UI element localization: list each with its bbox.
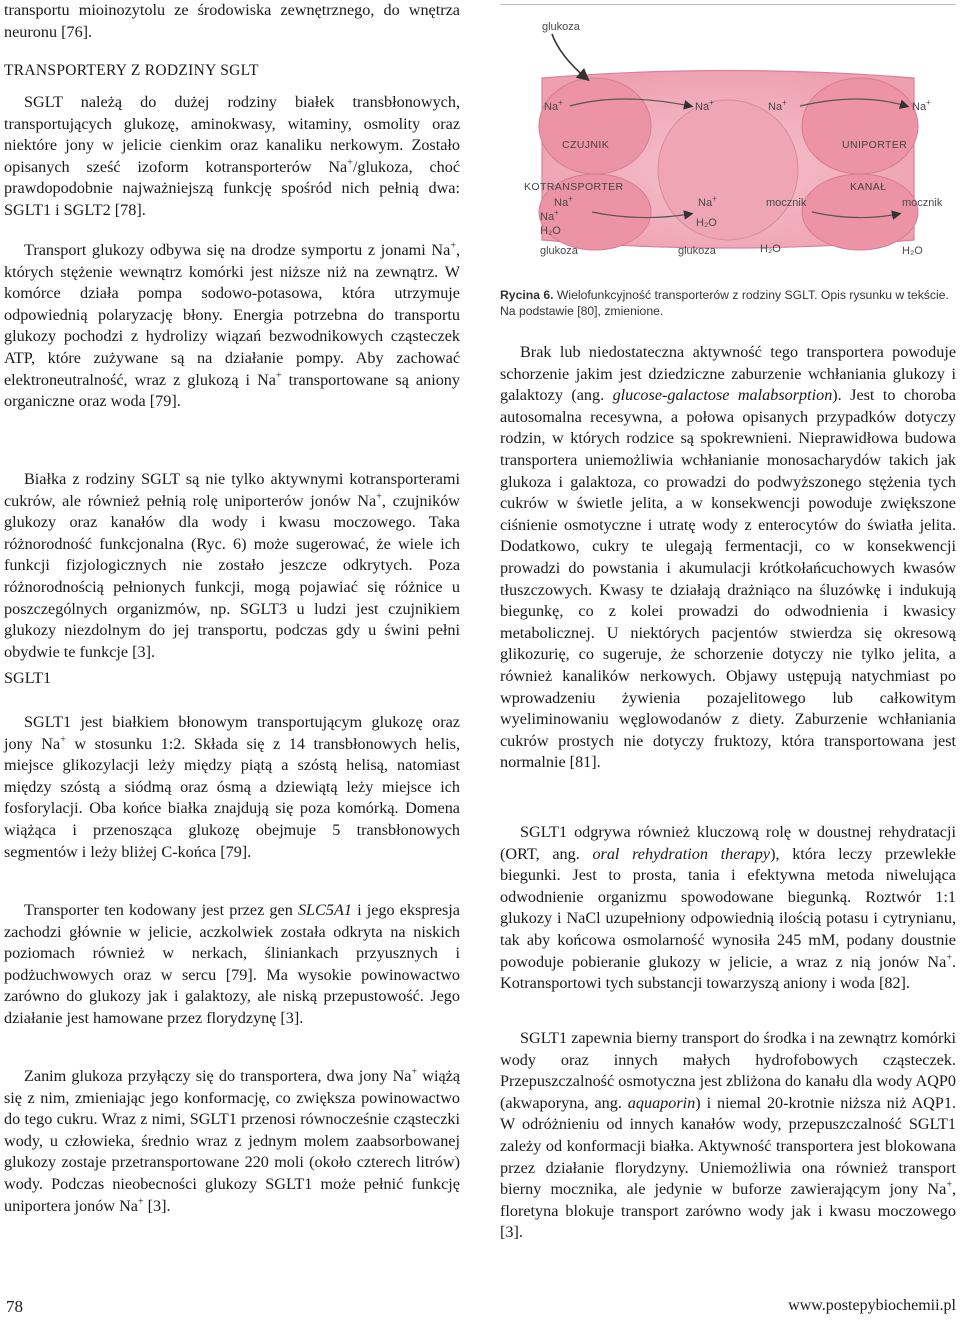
section-heading: TRANSPORTERY Z RODZINY SGLT [4,62,259,79]
site-url: www.postepybiochemii.pl [788,1297,956,1314]
figure-illustration [500,8,956,280]
label-h2o-1: H₂O [540,225,561,237]
label-na-1: Na+ [544,98,563,113]
label-na-5: Na+ [554,194,573,209]
glucose-arrow [552,34,586,78]
label-h2o-3: H₂O [760,243,781,255]
right-paragraph-1: Brak lub niedostateczna aktywność tego transportera powoduje schorzenie jakim jest dziedziczne zaburzenie wchłaniania glukozy i galaktozy (ang. glucose-galactose malabsorption). Jest to choroba autosomalna recesywna, a połowa opisanych przypadków dotyczy rodzin, w których rodzice są spokrewnieni. Nieprawidłowa budowa transportera uniemożliwia wchłanianie monosacharydów takich jak glukoza i galaktoza, co prowadzi do podwyższonego stężenia tych cukrów w świetle jelita, a w konsekwencji powoduje zwiększone ciśnienie osmotyczne i utratę wody z enterocytów do światła jelita. Dodatkowo, cukry te ulegają fermentacji, co w konsekwencji prowadzi do powstania i akumulacji krótkołańcuchowych kwasów tłuszczowych. Kwasy te działają drażniąco na śluzówkę i indukują biegunkę, co z kolei prowadzi do odwodnienia i kwasicy metabolicznej. U niektórych pacjentów stwierdza się okresową glikozurię, co sugeruje, że schorzenie dotyczy nie tylko jelita, a również kanalików nerkowych. Objawy ustępują natychmiast po wprowadzeniu żywienia pozajelitowego lub całkowitym wyeliminowaniu węglowodanów z diety. Zaburzenie wchłaniania cukrów prostych nie dotyczy fruktozy, która transportowana jest normalnie [81]. [500,343,956,772]
intro-paragraph: transportu mioinozytolu ze środowiska zewnętrznego, do wnętrza neuronu [76]. [4,1,460,41]
paragraph-2: Transport glukozy odbywa się na drodze symportu z jonami Na+, których stężenie wewnątrz komórki jest niższe niż na zewnątrz. W komórce działa pompa sodowo-potasowa, która utrzymuje odpowiednią polaryzację błony. Energia potrzebna do transportu glukozy pochodzi z hydrolizy wiązań bezwodnikowych cząsteczek ATP, które zużywane są na działanie pompy. Aby zachować elektroneutralność, wraz z glukozą i Na+ transportowane są aniony organiczne oraz woda [79]. [4,240,460,411]
label-mocznik-1: mocznik [766,197,807,209]
paragraph-6: Zanim glukoza przyłączy się do transportera, dwa jony Na+ wiążą się z nim, zmieniając jego konformację, co zwiększa powinowactwo do tego cukru. Wraz z nimi, SGLT1 przenosi równocześnie cząsteczki wody, u człowieka, średnio wraz z jednym molem zaabsorbowanej glukozy zostaje przetransportowane 220 moli (około czterech litrów) wody. Podczas nieobecności glukozy SGLT1 może pełnić funkcję uniportera jonów Na+ [3]. [4,1066,461,1215]
label-kotransporter: KOTRANSPORTER [524,181,624,193]
label-uniporter: UNIPORTER [842,139,908,151]
label-na-7: Na+ [698,194,717,209]
paragraph-1: SGLT należą do dużej rodziny białek transbłonowych, transportujących glukozę, aminokwasy, witaminy, osmolity oraz niektóre jony w jelicie cienkim oraz kanaliku nerkowym. Zostało opisanych sześć izoform kotransporterów Na+/glukoza, choć prawdopodobnie najważniejszą funkcję spośród nich pełnią dwa: SGLT1 i SGLT2 [78]. [4,93,461,219]
right-paragraph-3: SGLT1 zapewnia bierny transport do środka i na zewnątrz komórki wody oraz innych małych hydrofobowych cząsteczek. Przepuszczalność osmotyczna jest zbliżona do kanału dla wody AQP0 (akwaporyna, ang. aquaporin) i niemal 20-krotnie niższa niż AQP1. W odróżnieniu od innych kanałów wody, przepuszczalność SGLT1 zależy od konformacji białka. Aktywność transportera jest blokowana przez działanie florydzyny. Uniemożliwia ona również transport bierny mocznika, ale jedynie w buforze zawierającym jony Na+, floretyna blokuje transport zarówno wody jak i kwasu moczowego [3]. [500,1029,956,1242]
label-mocznik-2: mocznik [902,197,943,209]
label-glukoza-top: glukoza [542,21,580,33]
label-na-2: Na+ [695,98,714,113]
figure-top-rule [500,4,956,5]
paragraph-3: Białka z rodziny SGLT są nie tylko aktywnymi kotransporterami cukrów, ale również pełnią rolę uniporterów jonów Na+, czujników glukozy oraz kanałów dla wody i kwasu moczowego. Taka różnorodność funkcjonalna (Ryc. 6) może sugerować, że wiele ich funkcji fizjologicznych nie zostało jeszcze odkrytych. Poza różnorodnością pełnionych funkcji, mogą pojawiać się różnice u poszczególnych organizmów, np. SGLT3 u ludzi jest czujnikiem glukozy niezdolnym do jej transportu, podczas gdy u świni pełni obydwie te funkcje [3]. [4,470,460,661]
label-kanal: KANAŁ [850,181,887,193]
subheading-sglt1: SGLT1 [4,669,52,687]
right-paragraph-2: SGLT1 odgrywa również kluczową rolę w doustnej rehydratacji (ORT, ang. oral rehydration therapy), która leczy przewlekłe biegunki. Jest to prosta, tania i efektywna metoda niwelująca odwodnienie organizmu spowodowane biegunką. Roztwór 1:1 glukozy i NaCl uzupełniony odpowiednią ilością potasu i cytrynianu, tak aby końcowa osmolarność wynosiła 245 mM, podany doustnie powoduje pobieranie glukozy w jelicie, a wraz z nią jonów Na+. Kotransportowi tych substancji towarzyszą aniony i woda [82]. [500,823,956,993]
figure-caption: Rycina 6. Wielofunkcyjność transporterów z rodziny SGLT. Opis rysunku w tekście. Na podstawie [80], zmienione. [500,288,949,318]
label-glukoza-2: glukoza [678,245,716,257]
label-czujnik: CZUJNIK [562,139,610,151]
label-na-6: Na+ [540,208,559,223]
page-number: 78 [6,1297,23,1316]
figure-sglt-functions [500,8,956,280]
label-na-3: Na+ [768,98,787,113]
protein-czujnik [539,78,651,174]
protein-uniporter [802,78,918,174]
label-na-4: Na+ [912,98,931,113]
paragraph-4: SGLT1 jest białkiem błonowym transportującym glukozę oraz jony Na+ w stosunku 1:2. Składa się z 14 transbłonowych helis, miejsce glikozylacji leży między piątą a szóstą helisą, natomiast między szóstą a siódmą oraz ósmą a dziewiątą leży miejsce ich fosforylacji. Oba końce białka znajdują się poza komórką. Domena wiążąca i przenosząca glukozę obejmuje 5 transbłonowych segmentów i leży bliżej C-końca [79]. [4,713,461,861]
protein-center [658,100,798,240]
label-h2o-4: H₂O [902,245,923,257]
gene-name: SLC5A1 [297,901,352,919]
label-h2o-2: H₂O [696,217,717,229]
paragraph-5: Transporter ten kodowany jest przez gen SLC5A1 i jego ekspresja zachodzi głównie w jelicie, aczkolwiek została odkryta na niskich poziomach również w nerkach, śliniankach przyusznych i podżuchwowych oraz w sercu [79]. Ma wysokie powinowactwo zarówno do glukozy jak i galaktozy, ale niską przepustowość. Jego działanie jest hamowane przez florydzynę [3]. [4,901,460,1027]
label-glukoza-1: glukoza [540,245,578,257]
